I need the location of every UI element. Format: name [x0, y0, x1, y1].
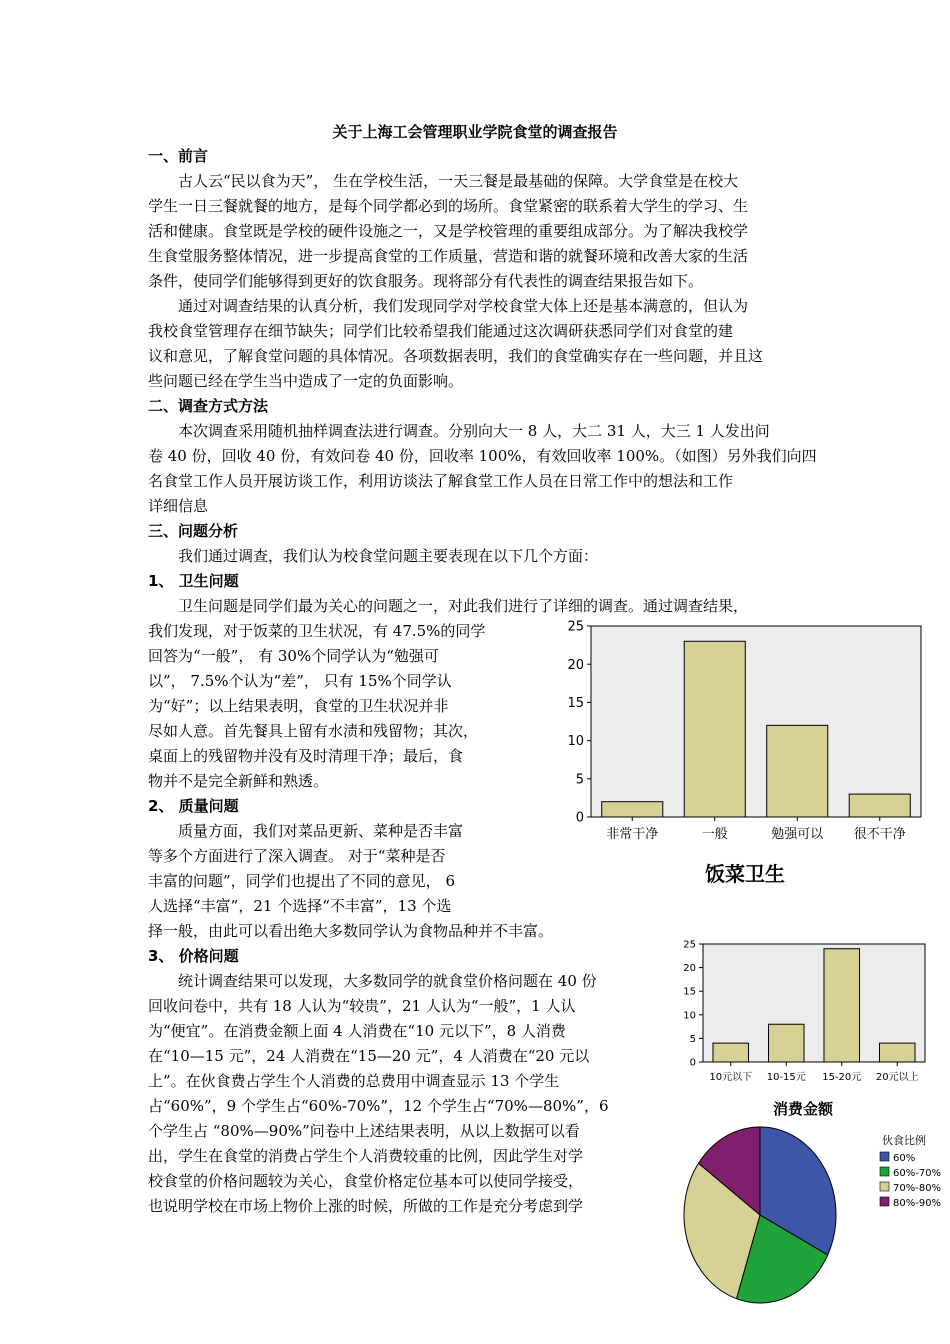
- bar: [602, 802, 663, 817]
- paragraph-line: 物并不是完全新鲜和熟透。: [148, 772, 329, 790]
- paragraph-line: 在“10—15 元”，24 人消费在“15—20 元”，4 人消费在“20 元以: [148, 1047, 590, 1065]
- paragraph-line: 生食堂服务整体情况，进一步提高食堂的工作质量，营造和谐的就餐环境和改善大家的生活: [148, 247, 749, 265]
- bar: [713, 1043, 749, 1062]
- paragraph-line: 名食堂工作人员开展访谈工作，利用访谈法了解食堂工作人员在日常工作中的想法和工作: [148, 472, 734, 490]
- subsection-heading-hygiene: 1、 卫生问题: [148, 572, 239, 590]
- x-tick-label: 非常干净: [606, 827, 659, 842]
- paragraph-line: 详细信息: [148, 497, 209, 515]
- y-tick-label: 10: [567, 734, 584, 750]
- pie-legend-swatch: [880, 1182, 889, 1191]
- pie-legend-swatch: [880, 1152, 889, 1161]
- paragraph-line: 择一般，由此可以看出绝大多数同学认为食物品种并不丰富。: [148, 922, 554, 940]
- hygiene-chart-title: 饭菜卫生: [705, 862, 785, 886]
- paragraph-line: 活和健康。食堂既是学校的硬件设施之一，又是学校管理的重要组成部分。为了解决我校学: [148, 222, 749, 240]
- pie-legend-label: 80%-90%: [893, 1198, 942, 1209]
- paragraph-line: 上”。在伙食费占学生个人消费的总费用中调查显示 13 个学生: [148, 1072, 560, 1090]
- y-tick-label: 5: [689, 1033, 696, 1045]
- pie-legend-swatch: [880, 1167, 889, 1176]
- paragraph-line: 我校食堂管理存在细节缺失；同学们比较希望我们能通过这次调研获悉同学们对食堂的建: [148, 322, 734, 340]
- y-tick-label: 25: [567, 620, 584, 635]
- paragraph-line: 通过对调查结果的认真分析，我们发现同学对学校食堂大体上还是基本满意的，但认为: [178, 297, 749, 315]
- x-tick-label: 勉强可以: [771, 827, 824, 842]
- subsection-heading-price: 3、 价格问题: [148, 947, 239, 965]
- pie-legend-label: 60%-70%: [893, 1168, 942, 1179]
- paragraph-line: 卷 40 份，回收 40 份，有效问卷 40 份，回收率 100%，有效回收率 100%。（如图）另外我们向四: [148, 447, 817, 465]
- y-tick-label: 15: [683, 986, 696, 998]
- y-tick-label: 0: [689, 1057, 696, 1069]
- x-tick-label: 一般: [701, 827, 728, 842]
- paragraph-line: 尽如人意。首先餐具上留有水渍和残留物；其次，: [148, 722, 479, 740]
- bar: [849, 794, 910, 817]
- spending-bar-chart-svg: [675, 938, 930, 1120]
- paragraph-line: 回收问卷中，共有 18 人认为“较贵”，21 人认为“一般”，1 人认: [148, 997, 576, 1015]
- paragraph-line: 本次调查采用随机抽样调查法进行调查。分别向大一 8 人，大二 31 人，大三 1 人发出问: [178, 422, 770, 440]
- paragraph-line: 以”， 7.5%个认为“差”， 只有 15%个同学认: [148, 672, 452, 690]
- y-tick-label: 20: [683, 963, 696, 975]
- y-tick-label: 5: [575, 772, 584, 788]
- y-tick-label: 10: [683, 1010, 696, 1022]
- paragraph-line: 卫生问题是同学们最为关心的问题之一，对此我们进行了详细的调查。通过调查结果，: [178, 597, 749, 615]
- food-ratio-pie-svg: [680, 1125, 945, 1307]
- y-tick-label: 25: [683, 939, 696, 951]
- bar: [768, 1024, 804, 1062]
- paragraph-line: 个学生占 “80%—90%”问卷中上述结果表明，从以上数据可以看: [148, 1122, 580, 1140]
- x-tick-label: 20元以上: [875, 1072, 919, 1083]
- paragraph-line: 为“好”；以上结果表明，食堂的卫生状况并非: [148, 697, 449, 715]
- spending-bar-chart: [675, 938, 930, 1120]
- y-tick-label: 0: [575, 810, 584, 826]
- bar: [879, 1043, 915, 1062]
- paragraph-line: 丰富的问题”，同学们也提出了不同的意见， 6: [148, 872, 455, 890]
- pie-legend-title: 伙食比例: [882, 1134, 926, 1147]
- paragraph-line: 条件，使同学们能够得到更好的饮食服务。现将部分有代表性的调查结果报告如下。: [148, 272, 704, 290]
- paragraph-line: 出，学生在食堂的消费占学生个人消费较重的比例，因此学生对学: [148, 1147, 584, 1165]
- bar: [824, 949, 860, 1062]
- pie-legend-swatch: [880, 1197, 889, 1206]
- section-heading-preface: 一、前言: [148, 147, 209, 165]
- spending-chart-title: 消费金额: [773, 1100, 834, 1118]
- paragraph-line: 些问题已经在学生当中造成了一定的负面影响。: [148, 372, 464, 390]
- paragraph-line: 统计调查结果可以发现，大多数同学的就食堂价格问题在 40 份: [178, 972, 597, 990]
- bar: [767, 725, 828, 817]
- x-tick-label: 10-15元: [766, 1072, 806, 1083]
- paragraph-line: 议和意见，了解食堂问题的具体情况。各项数据表明，我们的食堂确实存在一些问题，并且这: [148, 347, 764, 365]
- report-title: 关于上海工会管理职业学院食堂的调查报告: [332, 123, 618, 141]
- plot-area: [591, 626, 921, 817]
- x-tick-label: 15-20元: [822, 1072, 862, 1083]
- paragraph-line: 我们发现，对于饭菜的卫生状况，有 47.5%的同学: [148, 622, 486, 640]
- x-tick-label: 10元以下: [709, 1072, 753, 1083]
- x-tick-label: 很不干净: [853, 827, 906, 842]
- y-tick-label: 20: [567, 657, 584, 673]
- subsection-heading-quality: 2、 质量问题: [148, 797, 239, 815]
- y-tick-label: 15: [567, 695, 584, 711]
- paragraph-line: 等多个方面进行了深入调查。 对于“菜种是否: [148, 847, 446, 865]
- food-ratio-pie-chart: [680, 1125, 945, 1307]
- paragraph-line: 学生一日三餐就餐的地方，是每个同学都必到的场所。食堂紧密的联系着大学生的学习、生: [148, 197, 749, 215]
- paragraph-line: 回答为“一般”， 有 30%个同学认为“勉强可: [148, 647, 439, 665]
- paragraph-line: 桌面上的残留物并没有及时清理干净；最后，食: [148, 747, 464, 765]
- hygiene-bar-chart-svg: [545, 620, 930, 890]
- paragraph-line: 校食堂的价格问题较为关心，食堂价格定位基本可以使同学接受，: [148, 1172, 584, 1190]
- pie-legend-label: 60%: [893, 1153, 916, 1164]
- section-heading-analysis: 三、问题分析: [148, 522, 239, 540]
- paragraph-line: 为“便宜”。在消费金额上面 4 人消费在“10 元以下”，8 人消费: [148, 1022, 566, 1040]
- paragraph-line: 质量方面，我们对菜品更新、菜种是否丰富: [178, 822, 464, 840]
- paragraph-line: 古人云“民以食为天”， 生在学校生活，一天三餐是最基础的保障。大学食堂是在校大: [178, 172, 739, 190]
- paragraph-line: 我们通过调查，我们认为校食堂问题主要表现在以下几个方面：: [178, 547, 599, 565]
- bar: [684, 641, 745, 817]
- paragraph-line: 占“60%”，9 个学生占“60%-70%”，12 个学生占“70%—80%”，6: [148, 1097, 609, 1115]
- pie-legend-label: 70%-80%: [893, 1183, 942, 1194]
- paragraph-line: 人选择“丰富”，21 个选择“不丰富”，13 个选: [148, 897, 452, 915]
- hygiene-bar-chart: [545, 620, 930, 890]
- section-heading-method: 二、调查方式方法: [148, 397, 269, 415]
- paragraph-line: 也说明学校在市场上物价上涨的时候，所做的工作是充分考虑到学: [148, 1197, 584, 1215]
